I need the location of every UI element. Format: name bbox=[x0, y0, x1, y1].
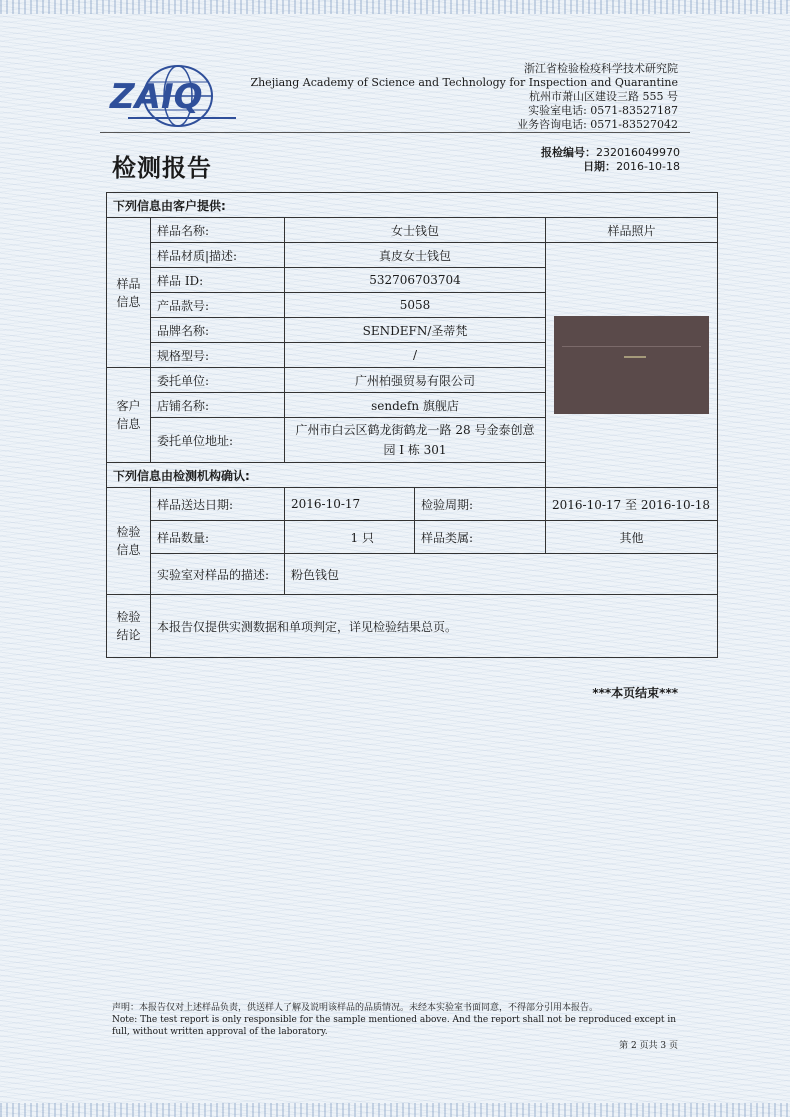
page-number: 第 2 页共 3 页 bbox=[619, 1041, 678, 1051]
report-no-value: 232016049970 bbox=[596, 146, 680, 159]
report-date-label: 日期： bbox=[583, 160, 617, 173]
report-meta bbox=[541, 146, 680, 174]
conclusion-text: 本报告仅提供实测数据和单项判定，详见检验结果总页。 bbox=[151, 595, 718, 658]
type-label: 样品类属: bbox=[415, 521, 546, 554]
page-title: 检测报告 bbox=[112, 154, 212, 182]
top-border-strip bbox=[0, 0, 790, 14]
org-header bbox=[250, 62, 678, 132]
sample-info-group: 样品 信息 bbox=[107, 218, 151, 368]
period-value: 2016-10-17 至 2016-10-18 bbox=[546, 488, 718, 521]
photo-cell bbox=[546, 243, 718, 488]
shop-name-label: 店铺名称: bbox=[151, 393, 285, 418]
sample-name-value: 女士钱包 bbox=[285, 218, 546, 243]
sample-id-label: 样品 ID: bbox=[151, 268, 285, 293]
lab-phone: 实验室电话: 0571-83527187 bbox=[528, 104, 678, 117]
report-table bbox=[106, 192, 718, 658]
brand-label: 品牌名称: bbox=[151, 318, 285, 343]
client-unit-label: 委托单位: bbox=[151, 368, 285, 393]
sample-id-value: 532706703704 bbox=[285, 268, 546, 293]
footer-disclaimer bbox=[112, 1002, 678, 1038]
shop-name-value: sendefn 旗舰店 bbox=[285, 393, 546, 418]
report-no-label: 报检编号： bbox=[541, 146, 597, 159]
spec-value: / bbox=[285, 343, 546, 368]
client-section-header: 下列信息由客户提供: bbox=[107, 193, 718, 218]
qty-value: 1 只 bbox=[285, 521, 415, 554]
conclusion-group: 检验 结论 bbox=[107, 595, 151, 658]
header-divider bbox=[100, 132, 690, 133]
org-address: 杭州市萧山区建设三路 555 号 bbox=[529, 90, 678, 103]
sample-name-label: 样品名称: bbox=[151, 218, 285, 243]
receive-date-label: 样品送达日期: bbox=[151, 488, 285, 521]
lab-section-header: 下列信息由检测机构确认: bbox=[107, 463, 718, 488]
wallet-photo-icon bbox=[554, 316, 709, 414]
client-address-value: 广州市白云区鹤龙街鹤龙一路 28 号金泰创意园 I 栋 301 bbox=[285, 418, 546, 463]
photo-label: 样品照片 bbox=[546, 218, 718, 243]
product-no-value: 5058 bbox=[285, 293, 546, 318]
qty-label: 样品数量: bbox=[151, 521, 285, 554]
footer-cn: 声明：本报告仅对上述样品负责，供送样人了解及说明该样品的品质情况。未经本实验室书面同意，不得部分引用本报告。 bbox=[112, 1003, 599, 1013]
customer-info-group: 客户 信息 bbox=[107, 368, 151, 463]
sample-material-value: 真皮女士钱包 bbox=[285, 243, 546, 268]
brand-value: SENDEFN/圣蒂梵 bbox=[285, 318, 546, 343]
period-label: 检验周期: bbox=[415, 488, 546, 521]
inspection-info-group: 检验 信息 bbox=[107, 488, 151, 595]
logo-text: ZAIQ bbox=[110, 77, 203, 117]
lab-desc-value: 粉色钱包 bbox=[285, 554, 718, 595]
spec-label: 规格型号: bbox=[151, 343, 285, 368]
org-name-en: Zhejiang Academy of Science and Technology for Inspection and Quarantine bbox=[250, 76, 678, 89]
sample-material-label: 样品材质|描述: bbox=[151, 243, 285, 268]
bottom-border-strip bbox=[0, 1103, 790, 1117]
end-mark: ***本页结束*** bbox=[592, 686, 678, 700]
org-name-cn: 浙江省检验检疫科学技术研究院 bbox=[524, 62, 678, 75]
client-unit-value: 广州柏强贸易有限公司 bbox=[285, 368, 546, 393]
biz-phone: 业务咨询电话: 0571-83527042 bbox=[517, 118, 678, 131]
product-no-label: 产品款号: bbox=[151, 293, 285, 318]
report-date-value: 2016-10-18 bbox=[616, 160, 680, 173]
client-address-label: 委托单位地址: bbox=[151, 418, 285, 463]
receive-date-value: 2016-10-17 bbox=[285, 488, 415, 521]
footer-en: Note: The test report is only responsible for the sample mentioned above. And the report shall not be reproduced except in full, without written approval of the laboratory. bbox=[112, 1015, 677, 1037]
type-value: 其他 bbox=[546, 521, 718, 554]
lab-desc-label: 实验室对样品的描述: bbox=[151, 554, 285, 595]
